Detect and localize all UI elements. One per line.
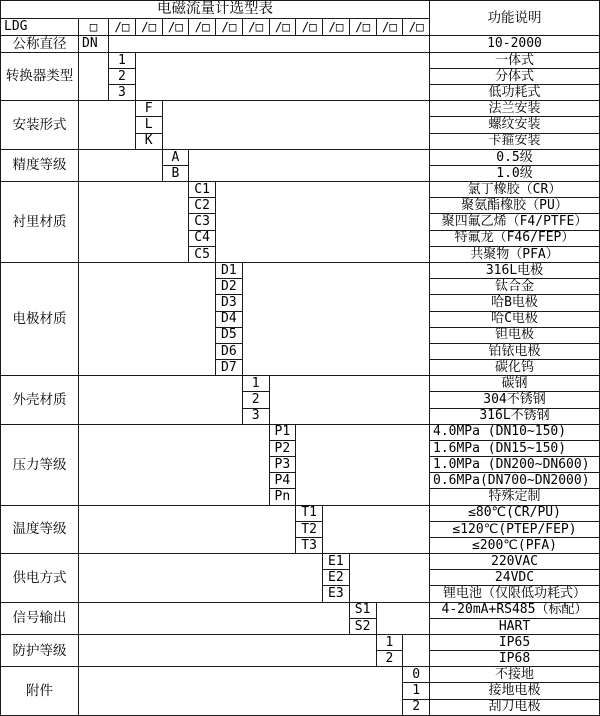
section-desc: ≤200℃(PFA)	[430, 537, 600, 553]
section-desc: 刮刀电极	[430, 699, 600, 715]
filler-cell	[216, 182, 430, 263]
section-code: D2	[216, 279, 243, 295]
code-slot-cell: /□	[109, 19, 136, 36]
section-desc: 锂电池（仅限低功耗式）	[430, 586, 600, 602]
filler-cell	[79, 182, 189, 263]
section-code: 2	[242, 392, 269, 408]
section-label: 供电方式	[1, 554, 79, 603]
filler-cell	[79, 101, 136, 150]
section-code: S2	[349, 618, 376, 634]
section-desc: 220VAC	[430, 554, 600, 570]
section-label: 压力等级	[1, 424, 79, 505]
filler-cell	[79, 505, 296, 554]
selection-table-body	[1, 1, 600, 716]
filler-cell	[376, 602, 430, 634]
filler-cell	[403, 634, 430, 666]
function-description-header: 功能说明	[430, 1, 600, 36]
section-label: 附件	[1, 667, 79, 716]
section-desc: 碳化钨	[430, 360, 600, 376]
section-code: C4	[189, 230, 216, 246]
section-label: 外壳材质	[1, 376, 79, 425]
section-desc: 1.0MPa (DN200~DN600)	[430, 457, 600, 473]
section-desc: 聚四氟乙烯（F4/PTFE）	[430, 214, 600, 230]
section-desc: 316L不锈钢	[430, 408, 600, 424]
section-desc: 24VDC	[430, 570, 600, 586]
section-code: C5	[189, 246, 216, 262]
code-slot-cell: /□	[323, 19, 350, 36]
code-slot-cell: /□	[376, 19, 403, 36]
section-code: D6	[216, 343, 243, 359]
section-code: P4	[269, 473, 296, 489]
section-desc: 哈C电极	[430, 311, 600, 327]
section-code: P2	[269, 440, 296, 456]
code-slot-cell: /□	[269, 19, 296, 36]
section-desc: 哈B电极	[430, 295, 600, 311]
section-code: D5	[216, 327, 243, 343]
section-code: T1	[296, 505, 323, 521]
section-desc: 聚氨酯橡胶（PU）	[430, 198, 600, 214]
section-code: 1	[376, 634, 403, 650]
section-code: A	[162, 149, 189, 165]
section-desc: 卡箍安装	[430, 133, 600, 149]
section-code: T3	[296, 537, 323, 553]
section-code: E3	[323, 586, 350, 602]
section-label: 衬里材质	[1, 182, 79, 263]
filler-cell	[109, 36, 430, 53]
section-desc: 0.5级	[430, 149, 600, 165]
section-desc: ≤80℃(CR/PU)	[430, 505, 600, 521]
section-desc: 氯丁橡胶（CR）	[430, 182, 600, 198]
section-code: C2	[189, 198, 216, 214]
section-desc: 特殊定制	[430, 489, 600, 505]
section-desc: 一体式	[430, 52, 600, 68]
section-desc: 接地电极	[430, 683, 600, 699]
section-desc: 1.6MPa (DN15~150)	[430, 440, 600, 456]
model-prefix-cell: LDG	[1, 19, 79, 36]
section-code: K	[135, 133, 162, 149]
filler-cell	[79, 602, 350, 634]
section-code: L	[135, 117, 162, 133]
section-desc: 不接地	[430, 667, 600, 683]
code-box-cell: □	[79, 19, 109, 36]
section-code: 1	[242, 376, 269, 392]
section-desc: 0.6MPa(DN700~DN2000)	[430, 473, 600, 489]
section-desc: 316L电极	[430, 262, 600, 278]
filler-cell	[79, 667, 403, 716]
filler-cell	[162, 101, 430, 150]
section-code: T2	[296, 521, 323, 537]
filler-cell	[135, 52, 429, 101]
filler-cell	[296, 424, 430, 505]
section-desc: 1.0级	[430, 165, 600, 181]
filler-cell	[79, 52, 109, 101]
filler-cell	[349, 554, 429, 603]
section-code: 1	[109, 52, 136, 68]
section-code: P3	[269, 457, 296, 473]
code-slot-cell: /□	[135, 19, 162, 36]
section-code: P1	[269, 424, 296, 440]
section-code: D4	[216, 311, 243, 327]
filler-cell	[79, 376, 243, 425]
filler-cell	[269, 376, 430, 425]
code-slot-cell: /□	[403, 19, 430, 36]
section-code: 3	[109, 85, 136, 101]
section-desc: 法兰安装	[430, 101, 600, 117]
section-code: E2	[323, 570, 350, 586]
code-slot-cell: /□	[242, 19, 269, 36]
section-label: 温度等级	[1, 505, 79, 554]
section-code: D3	[216, 295, 243, 311]
section-desc: IP65	[430, 634, 600, 650]
filler-cell	[242, 262, 429, 375]
section-desc: ≤120℃(PTEP/FEP)	[430, 521, 600, 537]
filler-cell	[79, 554, 323, 603]
table-title: 电磁流量计选型表	[1, 1, 430, 19]
section-code: D1	[216, 262, 243, 278]
section-code: 3	[242, 408, 269, 424]
section-desc: 特氟龙（F46/FEP）	[430, 230, 600, 246]
code-slot-cell: /□	[216, 19, 243, 36]
section-desc: 钽电极	[430, 327, 600, 343]
code-slot-cell: /□	[296, 19, 323, 36]
section-code: S1	[349, 602, 376, 618]
filler-cell	[189, 149, 430, 181]
section-label: 公称直径	[1, 36, 79, 53]
section-desc: HART	[430, 618, 600, 634]
section-code: C1	[189, 182, 216, 198]
section-code: D7	[216, 360, 243, 376]
code-slot-cell: /□	[349, 19, 376, 36]
section-desc: 铂铱电极	[430, 343, 600, 359]
section-code: F	[135, 101, 162, 117]
section-desc: 共聚物（PFA）	[430, 246, 600, 262]
section-desc: IP68	[430, 651, 600, 667]
section-desc: 钛合金	[430, 279, 600, 295]
section-code: Pn	[269, 489, 296, 505]
section-label: 信号输出	[1, 602, 79, 634]
section-code: 1	[403, 683, 430, 699]
section-code: 2	[403, 699, 430, 715]
section-desc: 碳钢	[430, 376, 600, 392]
section-desc: 4-20mA+RS485（标配）	[430, 602, 600, 618]
filler-cell	[79, 262, 216, 375]
section-code: E1	[323, 554, 350, 570]
code-slot-cell: /□	[189, 19, 216, 36]
section-label: 精度等级	[1, 149, 79, 181]
filler-cell	[323, 505, 430, 554]
filler-cell	[79, 634, 377, 666]
section-label: 安装形式	[1, 101, 79, 150]
section-desc: 4.0MPa (DN10~150)	[430, 424, 600, 440]
section-code: 2	[109, 68, 136, 84]
section-code: DN	[79, 36, 109, 53]
section-desc: 螺纹安装	[430, 117, 600, 133]
section-desc: 304不锈钢	[430, 392, 600, 408]
section-label: 电极材质	[1, 262, 79, 375]
section-label: 防护等级	[1, 634, 79, 666]
section-label: 转换器类型	[1, 52, 79, 101]
code-slot-cell: /□	[162, 19, 189, 36]
section-desc: 低功耗式	[430, 85, 600, 101]
section-code: B	[162, 165, 189, 181]
section-code: 0	[403, 667, 430, 683]
section-desc: 分体式	[430, 68, 600, 84]
section-code: C3	[189, 214, 216, 230]
filler-cell	[79, 424, 270, 505]
filler-cell	[79, 149, 163, 181]
section-desc: 10-2000	[430, 36, 600, 53]
section-code: 2	[376, 651, 403, 667]
